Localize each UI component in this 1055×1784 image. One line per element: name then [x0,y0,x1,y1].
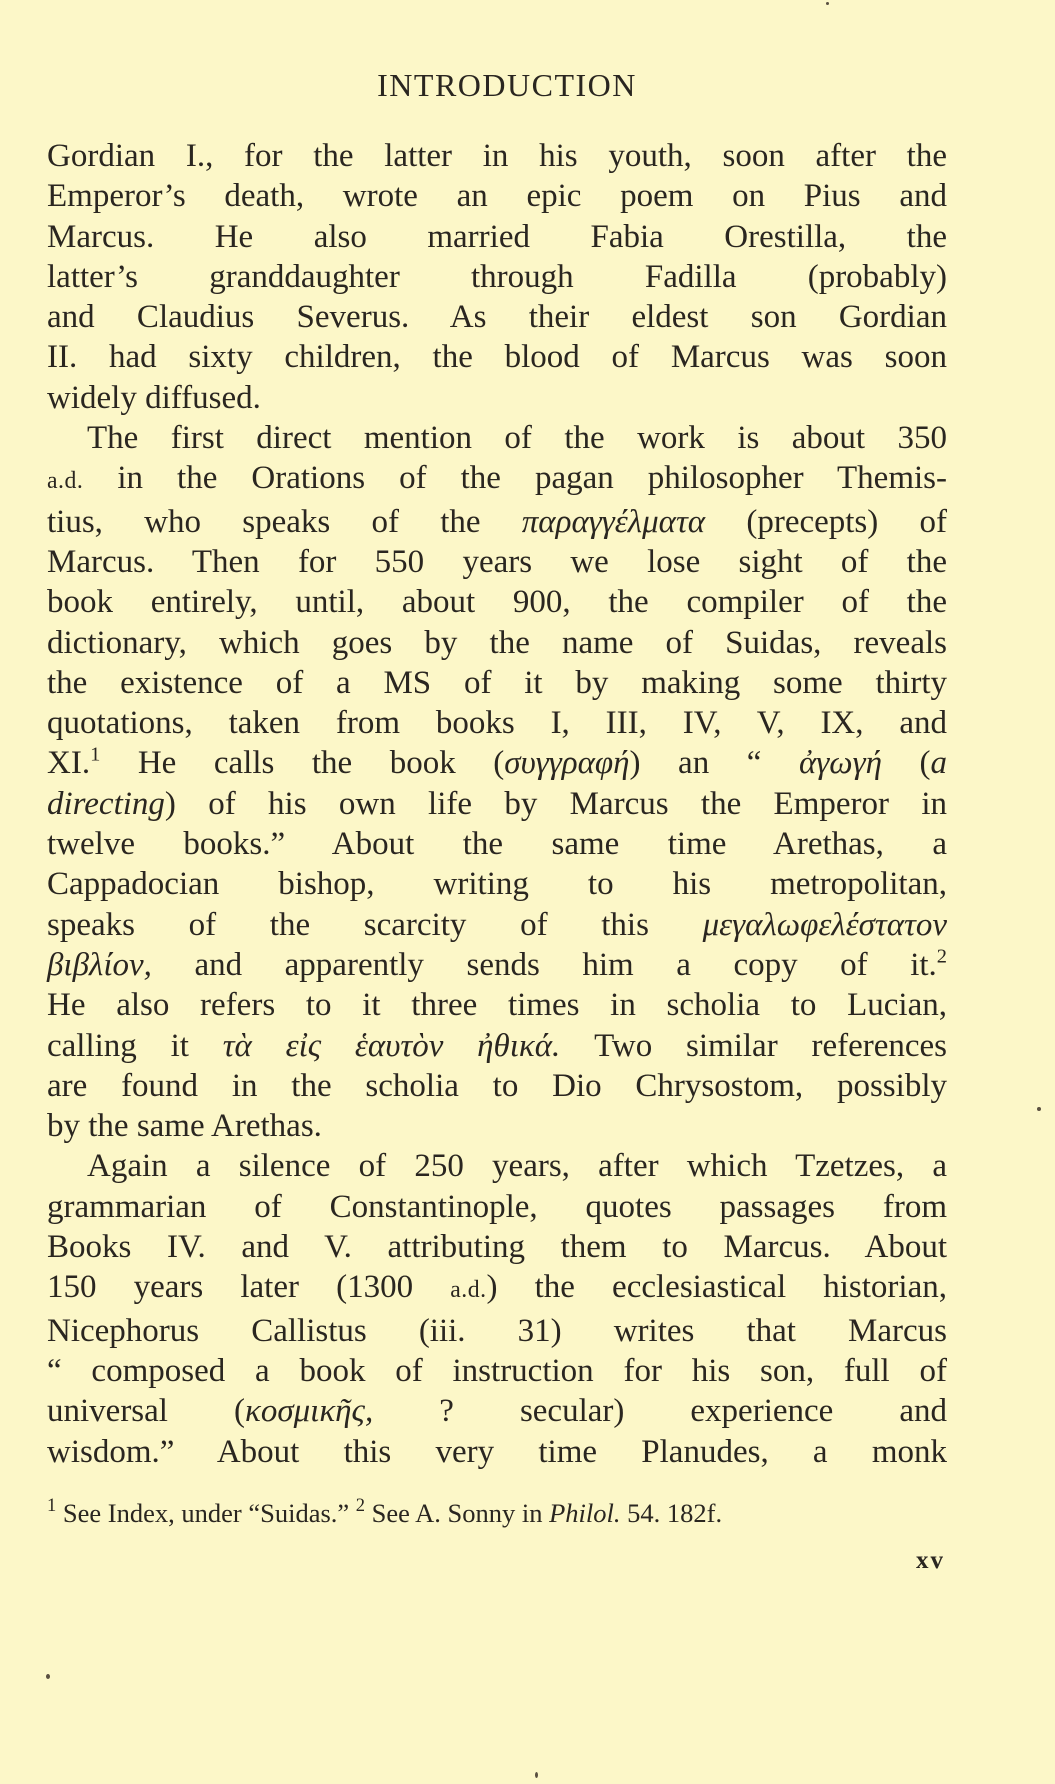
greek-term: βιβλίον, [47,946,152,983]
text-line: Emperor’s death, wrote an epic poem on Pius and [47,178,947,215]
footnote-text: See Index, under “Suidas.” [56,1497,356,1528]
text-line [47,905,947,945]
footnote-marker: 1 [90,744,101,767]
text-run: Two similar references [560,1027,947,1064]
text-run: 150 years later (1300 [47,1269,451,1306]
text-line: II. had sixty children, the blood of Marcus was soon [47,339,947,376]
text-run: ) of his own life by Marcus the Emperor in [164,785,947,822]
small-caps-date: a.d. [450,1277,487,1304]
footnote-text: 54. 182f. [620,1497,723,1528]
text-line: the existence of a MS of it by making some thirty [47,664,947,701]
text-line [47,458,947,501]
footnote-marker: 2 [936,945,947,968]
text-run: in the Orations of the pagan philosopher Themis- [83,460,947,497]
text-line: Cappadocian bishop, writing to his metropolitan, [47,866,947,903]
text-run: tius, who speaks of the [47,503,522,540]
text-run: ) the ecclesiastical historian, [486,1269,947,1306]
footnote-text: See A. Sonny in [365,1497,550,1528]
scan-speck [1037,1107,1041,1111]
page-body [47,58,947,1530]
paragraph-3 [47,1146,947,1471]
text-line: widely diffused. [47,379,261,416]
text-run: universal ( [47,1393,245,1430]
text-run: ? secular) experience and [373,1393,947,1430]
text-line [47,1391,947,1431]
footnote-number: 1 [47,1494,57,1516]
text-run: XI. [47,745,91,782]
text-line: twelve books.” About the same time Arethas, a [47,826,947,863]
italic-text: directing [47,785,165,822]
scan-speck [826,2,829,5]
paragraph-2 [47,418,947,1146]
text-line: The first direct mention of the work is about 350 [87,420,947,457]
text-run: (precepts) of [705,503,947,540]
text-line: Marcus. He also married Fabia Orestilla, the [47,218,947,255]
text-line: and Claudius Severus. As their eldest son Gordian [47,299,947,336]
text-line: dictionary, which goes by the name of Suidas, reveals [47,624,947,661]
text-line [47,1026,947,1066]
text-run: ( [881,745,931,782]
text-run: and apparently sends him a copy of it. [151,946,937,983]
journal-title: Philol. [549,1497,621,1528]
text-run: He calls the book ( [100,745,505,782]
greek-term: παραγγέλματα [521,503,706,540]
text-run: calling it [47,1027,223,1064]
text-line: book entirely, until, about 900, the compiler of the [47,584,947,621]
text-line: wisdom.” About this very time Planudes, a monk [47,1433,947,1470]
text-line [47,945,947,985]
text-line: Marcus. Then for 550 years we lose sight of the [47,543,947,580]
greek-term: ἀγωγή [798,745,882,782]
text-line: grammarian of Constantinople, quotes passages from [47,1188,947,1225]
text-line: are found in the scholia to Dio Chrysostom, possibly [47,1067,947,1104]
scan-speck [46,1674,50,1679]
text-line [47,1267,947,1310]
text-line: Gordian I., for the latter in his youth, soon after the [47,138,947,174]
running-header: INTRODUCTION [377,67,637,103]
small-caps-date: a.d. [47,468,84,495]
greek-term: τὰ εἰς ἑαυτὸν ἠθικά. [222,1027,561,1064]
page-number: xv [916,1547,945,1574]
text-run: ) an “ [629,745,799,782]
text-line: Nicephorus Callistus (iii. 31) writes that Marcus [47,1312,947,1349]
footnotes [47,1496,947,1530]
greek-term: συγγραφή [504,745,630,782]
text-line [47,743,947,783]
greek-term: μεγαλωφελέστατον [702,906,947,943]
text-line: Again a silence of 250 years, after which Tzetzes, a [87,1148,947,1185]
greek-term: κοσμικῆς, [245,1393,374,1430]
scan-speck [535,1772,538,1778]
text-line: by the same Arethas. [47,1108,322,1145]
text-run: speaks of the scarcity of this [47,906,703,943]
footnote-number: 2 [355,1494,366,1516]
text-line: quotations, taken from books I, III, IV, V, IX, and [47,705,947,742]
paragraph-1 [47,136,947,418]
text-line: Books IV. and V. attributing them to Marcus. About [47,1229,947,1266]
text-line: “ composed a book of instruction for his son, full of [47,1352,947,1389]
text-line [47,502,947,542]
text-line: He also refers to it three times in scholia to Lucian, [47,987,947,1024]
italic-text: a [930,745,947,782]
text-line: latter’s granddaughter through Fadilla (probably) [47,258,947,295]
text-line [47,784,947,824]
